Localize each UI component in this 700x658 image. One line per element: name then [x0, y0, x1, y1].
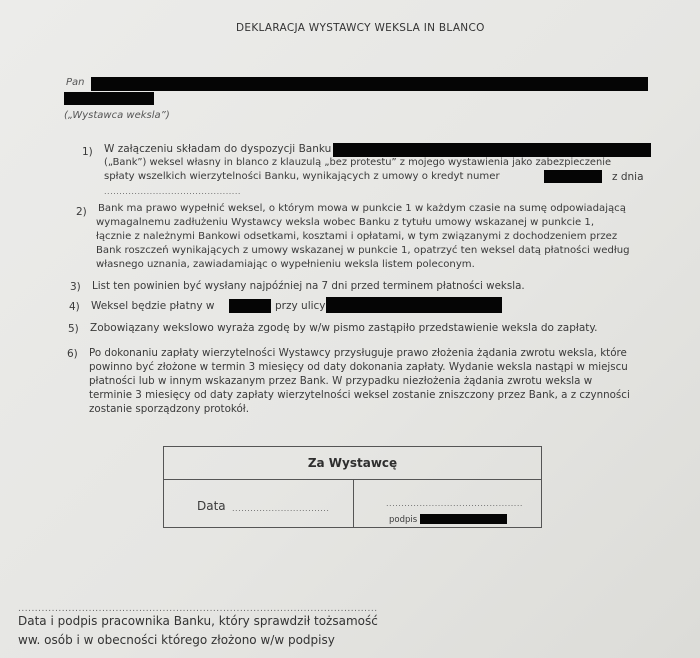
point-1-z-dnia: z dnia [612, 171, 644, 183]
point-4-text-a: Weksel będzie płatny w [91, 300, 215, 312]
point-1-number: 1) [82, 146, 93, 158]
pan-label: Pan [66, 77, 85, 88]
date-label: Data [197, 499, 226, 513]
signature-label: podpis [389, 515, 418, 525]
wystawca-label: („Wystawca weksla”) [64, 110, 170, 121]
signature-dots: ............................................. [386, 499, 523, 508]
redacted-name [91, 77, 648, 91]
point-4-text-b: przy ulicy [275, 300, 326, 312]
point-2-line-1: Bank ma prawo wypełnić weksel, o którym mowa w punkcie 1 w każdym czasie na sumę odpowiadającą [98, 203, 626, 214]
point-5-text: Zobowiązany wekslowo wyraża zgodę by w/w pismo zastąpiło przedstawienie weksla do zapłaty. [90, 322, 598, 334]
signature-table [163, 446, 542, 528]
point-1-date-dots: ............................................. [104, 187, 241, 196]
point-6-line-1: Po dokonaniu zapłaty wierzytelności Wystawcy przysługuje prawo złożenia żądania zwrotu weksla, które [89, 347, 627, 359]
redacted-bank-name [333, 143, 651, 157]
point-3-text: List ten powinien być wysłany najpóźniej na 7 dni przed terminem płatności weksla. [92, 280, 525, 292]
point-6-line-2: powinno być złożone w termin 3 miesięcy od daty dokonania zapłaty. Wydanie weksla nastąpi w miejscu [89, 361, 628, 373]
point-6-line-5: zostanie sporządzony protokół. [89, 403, 249, 415]
point-6-line-4: terminie 3 miesięcy od daty zapłaty wierzytelności weksel zostanie zniszczony przez Bank, a z czynności [89, 389, 630, 401]
point-1-line-3: spłaty wszelkich wierzytelności Banku, wynikających z umowy o kredyt numer [104, 171, 500, 182]
footer-signature-dots: ........................................................................................................... [18, 604, 378, 614]
point-1-line-2: („Bank”) weksel własny in blanco z klauzulą „bez protestu” z mojego wystawienia jako zabezpieczenie [104, 157, 612, 168]
redacted-loan-number [544, 170, 602, 183]
point-2-line-4: Bank roszczeń wynikających z umowy wskazanej w punkcie 1, opatrzyć ten weksel datą płatności według [96, 245, 630, 256]
point-5-number: 5) [68, 323, 79, 335]
point-2-line-3: łącznie z należnymi Bankowi odsetkami, kosztami i opłatami, w tym związanymi z dochodzeniem przez [96, 231, 618, 242]
redacted-street [326, 297, 502, 313]
point-4-number: 4) [69, 301, 80, 313]
redacted-name-cont [64, 92, 154, 105]
document-title: DEKLARACJA WYSTAWCY WEKSLA IN BLANCO [236, 22, 485, 34]
point-6-number: 6) [67, 348, 78, 360]
point-2-line-2: wymagalnemu zadłużeniu Wystawcy weksla wobec Banku z tytułu umowy wskazanej w punkcie 1, [96, 217, 595, 228]
point-2-line-5: własnego uznania, zawiadamiając o wypełnieniu weksla listem poleconym. [96, 259, 475, 270]
point-6-line-3: płatności lub w innym wskazanym przez Bank. W przypadku niezłożenia żądania zwrotu weksla w [89, 375, 593, 387]
date-dots: ................................ [232, 504, 330, 513]
redacted-payment-place [229, 299, 271, 313]
footer-line-1: Data i podpis pracownika Banku, który sprawdził tożsamość [18, 614, 378, 628]
point-2-number: 2) [76, 206, 87, 218]
redacted-signature-name [420, 514, 507, 524]
table-header: Za Wystawcę [164, 447, 541, 480]
point-1-line-1: W załączeniu składam do dyspozycji Banku [104, 143, 332, 155]
point-3-number: 3) [70, 281, 81, 293]
table-divider [353, 480, 354, 528]
footer-line-2: ww. osób i w obecności którego złożono w/w podpisy [18, 633, 335, 647]
